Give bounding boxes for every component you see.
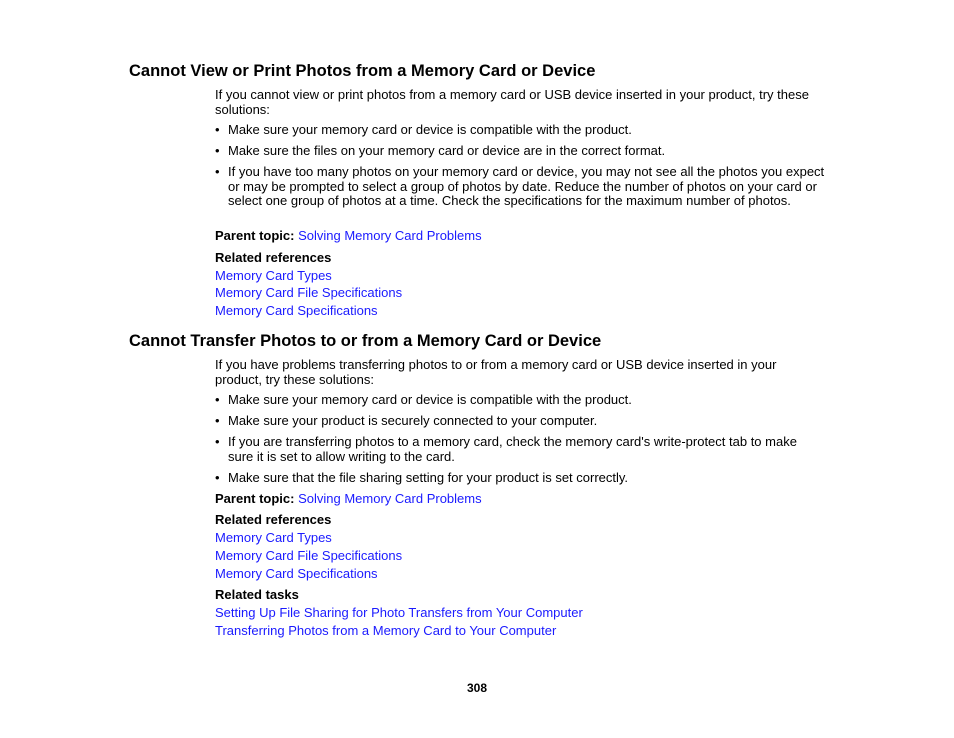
task-link-file-sharing[interactable]: Setting Up File Sharing for Photo Transfers from Your Computer — [215, 605, 583, 620]
ref-link-memory-card-file-specs[interactable]: Memory Card File Specifications — [215, 548, 403, 563]
parent-topic-link[interactable]: Solving Memory Card Problems — [298, 491, 482, 506]
parent-topic — [215, 229, 482, 244]
intro-text: If you have problems transferring photos to or from a memory card or USB device inserted in your product, try these solutions: — [215, 357, 777, 387]
bullet-item: • If you are transferring photos to a memory card, check the memory card's write-protect tab to make sure it is set to allow writing to the card. — [215, 434, 797, 464]
bullet-item: • Make sure your memory card or device is compatible with the product. — [215, 122, 632, 137]
ref-link-memory-card-file-specs[interactable]: Memory Card File Specifications — [215, 285, 403, 300]
bullet-icon: • — [215, 164, 220, 179]
page-number: 308 — [466, 681, 488, 695]
section-title: Cannot View or Print Photos from a Memory Card or Device — [129, 62, 596, 80]
related-references-heading: Related references — [215, 250, 332, 265]
parent-topic-label: Parent topic: — [215, 228, 295, 243]
ref-link-memory-card-types[interactable]: Memory Card Types — [215, 268, 332, 283]
section-title: Cannot Transfer Photos to or from a Memory Card or Device — [129, 332, 602, 350]
bullet-item: • Make sure the files on your memory card or device are in the correct format. — [215, 143, 666, 158]
parent-topic-label: Parent topic: — [215, 491, 295, 506]
bullet-item: • Make sure your product is securely connected to your computer. — [215, 413, 598, 428]
bullet-icon: • — [215, 392, 220, 407]
parent-topic — [215, 492, 482, 507]
bullet-icon: • — [215, 434, 220, 449]
section-body — [215, 87, 825, 318]
related-references-heading: Related references — [215, 512, 332, 527]
parent-topic-link[interactable]: Solving Memory Card Problems — [298, 228, 482, 243]
ref-link-memory-card-specs[interactable]: Memory Card Specifications — [215, 303, 378, 318]
section-body — [215, 357, 825, 638]
bullet-icon: • — [215, 143, 220, 158]
task-link-transferring-photos[interactable]: Transferring Photos from a Memory Card to Your Computer — [215, 623, 557, 638]
intro-text: If you cannot view or print photos from a memory card or USB device inserted in your product, try these solutions: — [215, 87, 809, 117]
bullet-item: • Make sure your memory card or device is compatible with the product. — [215, 392, 632, 407]
ref-link-memory-card-types[interactable]: Memory Card Types — [215, 530, 332, 545]
bullet-item: • If you have too many photos on your memory card or device, you may not see all the photos you expect or may be prompted to select a group of photos by date. Reduce the number of photos on your card or select one group of photos at a time. Check the specifications for the maximum number of photos. — [215, 164, 825, 208]
bullet-icon: • — [215, 122, 220, 137]
bullet-icon: • — [215, 413, 220, 428]
bullet-item: • Make sure that the file sharing setting for your product is set correctly. — [215, 470, 629, 485]
related-tasks-heading: Related tasks — [215, 587, 299, 602]
ref-link-memory-card-specs[interactable]: Memory Card Specifications — [215, 566, 378, 581]
bullet-icon: • — [215, 470, 220, 485]
